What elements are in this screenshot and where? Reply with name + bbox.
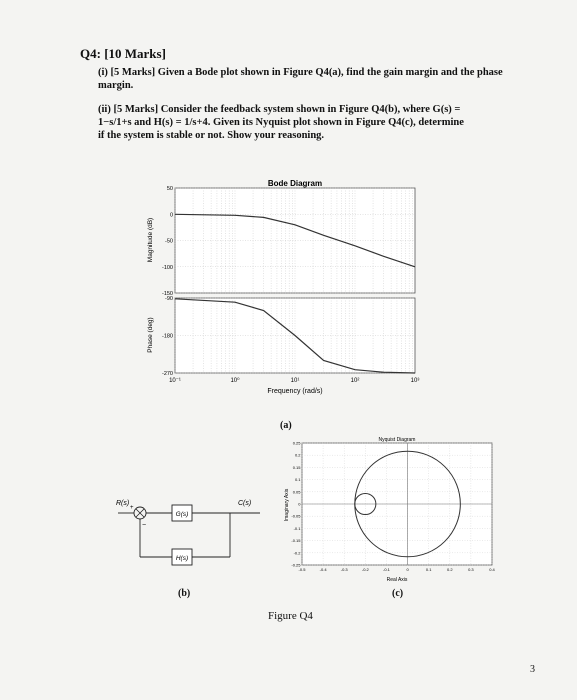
nyquist-y-tick-label: 0.05 [292, 489, 301, 495]
block-output-label: C(s) [238, 500, 252, 507]
nyquist-x-tick-label: -0.1 [382, 567, 390, 572]
bode-freq-tick-label: 10⁰ [230, 378, 240, 384]
bode-phase-tick-label: -180 [161, 333, 173, 340]
bode-mag-tick-label: -150 [161, 291, 173, 297]
nyquist-x-tick-label: -0.2 [361, 567, 369, 572]
bode-freq-ticks [169, 377, 419, 384]
nyquist-y-tick-label: 0.1 [294, 477, 301, 483]
bode-freq-tick-label: 10¹ [290, 378, 300, 384]
part-ii-line-3: if the system is stable or not. Show your reasoning. [98, 130, 325, 141]
bode-caption: (a) [280, 420, 292, 431]
bode-mag-tick-label: 50 [166, 186, 173, 192]
block-input-label: R(s) [116, 500, 130, 507]
nyquist-xlabel: Real Axis [386, 577, 408, 583]
nyquist-x-tick-label: 0.3 [468, 567, 474, 572]
nyquist-x-tick-label: 0.2 [446, 567, 453, 572]
nyquist-x-ticks [299, 567, 496, 572]
nyquist-x-tick-label: 0.4 [489, 567, 495, 572]
nyquist-y-ticks [291, 441, 301, 568]
sum-minus-sign: − [142, 522, 147, 529]
nyquist-y-tick-label: -0.1 [293, 525, 301, 531]
nyquist-plot [282, 435, 497, 585]
nyquist-title: Nyquist Diagram [378, 437, 416, 443]
nyquist-x-tick-label: -0.4 [319, 567, 327, 572]
nyquist-x-tick-label: 0.1 [425, 567, 432, 572]
bode-mag-ylabel: Magnitude (dB) [147, 217, 154, 263]
bode-freq-tick-label: 10⁻¹ [169, 378, 181, 384]
nyquist-y-tick-label: 0.25 [292, 440, 301, 446]
bode-phase-tick-label: -270 [161, 371, 173, 377]
bode-freq-tick-label: 10² [350, 378, 360, 384]
nyquist-x-tick-label: -0.3 [340, 567, 348, 572]
nyquist-y-tick-label: -0.25 [291, 562, 301, 568]
sum-plus-sign: + [130, 505, 134, 511]
bode-title: Bode Diagram [267, 180, 323, 188]
bode-freq-tick-label: 10³ [410, 378, 420, 384]
nyquist-x-tick-label: 0 [406, 567, 409, 572]
bode-plot [140, 180, 430, 415]
h-block-label: H(s) [175, 555, 189, 562]
nyquist-caption: (c) [392, 588, 404, 599]
g-block-label: G(s) [175, 511, 189, 518]
question-heading: Q4: [10 Marks] [80, 46, 166, 61]
nyquist-x-tick-label: -0.5 [298, 567, 306, 572]
nyquist-y-tick-label: 0.2 [294, 452, 301, 458]
part-ii-line-2: 1−s/1+s and H(s) = 1/s+4. Given its Nyquist plot shown in Figure Q4(c), determine [98, 117, 464, 128]
figure-caption: Figure Q4 [268, 610, 313, 622]
bode-mag-tick-label: -50 [165, 238, 173, 245]
bode-phase-ylabel: Phase (deg) [147, 317, 154, 353]
nyquist-y-tick-label: 0 [298, 501, 301, 507]
part-i-text: (i) [5 Marks] Given a Bode plot shown in Figure Q4(a), find the gain margin and the phase margin. [98, 67, 503, 91]
bode-phase-tick-label: -90 [165, 296, 173, 302]
part-ii-text [98, 103, 518, 142]
bode-phase-ticks [162, 296, 173, 377]
bode-mag-tick-label: 0 [169, 212, 173, 219]
bode-mag-tick-label: -100 [161, 264, 173, 271]
nyquist-ylabel: Imaginary Axis [284, 488, 290, 522]
block-diagram [110, 495, 275, 580]
nyquist-y-tick-label: -0.05 [291, 513, 301, 519]
nyquist-y-tick-label: 0.15 [292, 464, 301, 470]
nyquist-y-tick-label: -0.15 [291, 538, 301, 544]
part-ii-line-1: (ii) [5 Marks] Consider the feedback system shown in Figure Q4(b), where G(s) = [98, 104, 461, 115]
bode-mag-ticks [162, 186, 173, 297]
page-number: 3 [530, 664, 535, 675]
bode-xlabel: Frequency (rad/s) [267, 388, 323, 395]
nyquist-y-tick-label: -0.2 [293, 550, 301, 556]
block-caption: (b) [178, 588, 191, 599]
